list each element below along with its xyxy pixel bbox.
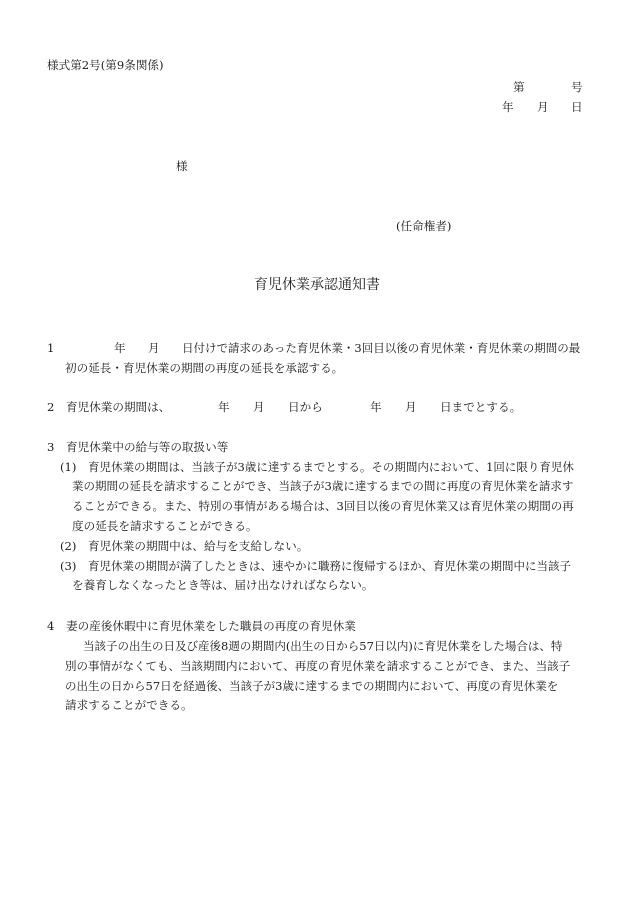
form-label: 様式第2号(第9条関係) bbox=[47, 58, 164, 72]
item3-sub3-number: (3) bbox=[60, 559, 77, 573]
item2-end-year-label: 年 bbox=[370, 400, 382, 414]
item3-sub1-number: (1) bbox=[60, 460, 77, 474]
item2-end-month-label: 月 bbox=[405, 400, 417, 414]
document-number-dai: 第 bbox=[513, 80, 525, 94]
item3-sub1-line2: 業の期間の延長を請求することができ、当該子が3歳に達するまでの間に再度の育児休業を請求す bbox=[72, 479, 574, 493]
item4-line1: 当該子の出生の日及び産後8週の期間内(出生の日から57日以内)に育児休業をした場合は、特 bbox=[83, 639, 563, 653]
date-day-label: 日 bbox=[571, 100, 583, 114]
document-title: 育児休業承認通知書 bbox=[254, 277, 380, 293]
date-month-label: 月 bbox=[537, 100, 549, 114]
item2-end-day-label: 日までとする。 bbox=[440, 400, 522, 414]
item3-heading: 3 育児休業中の給与等の取扱い等 bbox=[47, 440, 229, 454]
date-year-label: 年 bbox=[502, 100, 514, 114]
item3-sub1-line3: ることができる。また、特別の事情がある場合は、3回目以後の育児休業又は育児休業の期間の再 bbox=[72, 499, 574, 513]
item2-start-year-label: 年 bbox=[218, 400, 230, 414]
item2-lead: 2 育児休業の期間は、 bbox=[47, 400, 171, 414]
item3-sub2-number: (2) bbox=[60, 539, 77, 553]
issuer-label: (任命権者) bbox=[396, 219, 452, 233]
item3-sub1-line4: 度の延長を請求することができる。 bbox=[72, 519, 258, 533]
item1-year-label: 年 bbox=[114, 341, 126, 355]
item3-sub3-line2: を養育しなくなったとき等は、届け出なければならない。 bbox=[72, 578, 374, 592]
item4-heading: 4 妻の産後休暇中に育児休業をした職員の再度の育児休業 bbox=[47, 619, 356, 633]
item1-number: 1 bbox=[47, 341, 55, 355]
item4-line3: の出生の日から57日を経過後、当該子が3歳に達するまでの期間内において、再度の育児休業を bbox=[65, 679, 559, 693]
item4-line2: 別の事情がなくても、当該期間内において、再度の育児休業を請求することができ、また、当該子 bbox=[65, 659, 571, 673]
item3-sub2-text: 育児休業の期間中は、給与を支給しない。 bbox=[88, 539, 309, 553]
item1-month-label: 月 bbox=[148, 341, 160, 355]
item2-start-month-label: 月 bbox=[253, 400, 265, 414]
item1-text-line2: 初の延長・育児休業の期間の再度の延長を承認する。 bbox=[65, 361, 344, 375]
item3-sub1-line1: 育児休業の期間は、当該子が3歳に達するまでとする。その期間内において、1回に限り育児休 bbox=[88, 460, 574, 474]
item3-sub3-line1: 育児休業の期間が満了したときは、速やかに職務に復帰するほか、育児休業の期間中に当該子 bbox=[88, 559, 571, 573]
addressee-honorific: 様 bbox=[176, 159, 188, 173]
item1-text-line1: 日付けで請求のあった育児休業・3回目以後の育児休業・育児休業の期間の最 bbox=[182, 341, 581, 355]
item4-line4: 請求することができる。 bbox=[65, 698, 193, 712]
document-number-go: 号 bbox=[571, 80, 583, 94]
item2-start-day-label: 日から bbox=[288, 400, 323, 414]
